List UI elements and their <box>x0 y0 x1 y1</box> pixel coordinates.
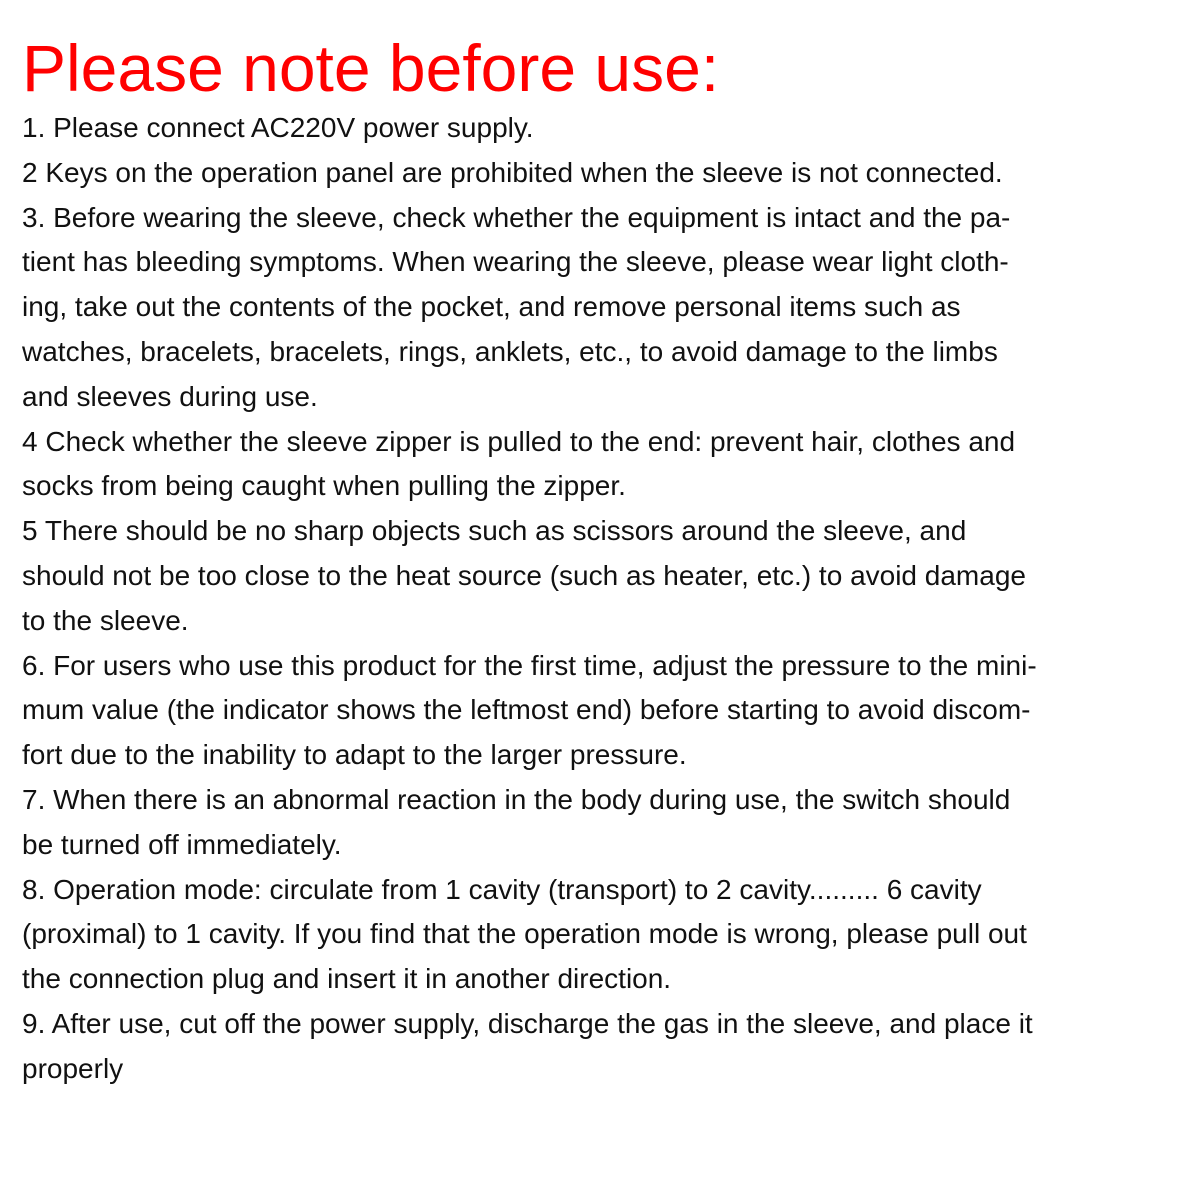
notice-line: (proximal) to 1 cavity. If you find that the operation mode is wrong, please pull out <box>22 918 1027 950</box>
notice-line: 9. After use, cut off the power supply, discharge the gas in the sleeve, and place it <box>22 1007 1033 1039</box>
notice-line: to the sleeve. <box>22 604 189 636</box>
notice-line: 4 Check whether the sleeve zipper is pulled to the end: prevent hair, clothes and <box>22 425 1016 457</box>
notice-line: 3. Before wearing the sleeve, check whether the equipment is intact and the pa- <box>22 201 1011 233</box>
notice-line: 8. Operation mode: circulate from 1 cavity (transport) to 2 cavity......... 6 cavity <box>22 873 982 905</box>
notice-line: watches, bracelets, bracelets, rings, anklets, etc., to avoid damage to the limbs <box>22 335 998 367</box>
notice-line: properly <box>22 1052 124 1084</box>
notice-line: should not be too close to the heat source (such as heater, etc.) to avoid damage <box>22 559 1026 591</box>
notice-line: mum value (the indicator shows the leftmost end) before starting to avoid discom- <box>22 694 1031 726</box>
notice-line: 6. For users who use this product for the first time, adjust the pressure to the mini- <box>22 649 1037 681</box>
notice-line: 7. When there is an abnormal reaction in the body during use, the switch should <box>22 783 1011 815</box>
notice-line: tient has bleeding symptoms. When wearing the sleeve, please wear light cloth- <box>22 246 1009 278</box>
notice-lines <box>22 106 1037 1092</box>
notice-line: ing, take out the contents of the pocket, and remove personal items such as <box>22 291 961 323</box>
notice-line: be turned off immediately. <box>22 828 342 860</box>
notice-line: 2 Keys on the operation panel are prohibited when the sleeve is not connected. <box>22 156 1003 188</box>
notice-line: socks from being caught when pulling the zipper. <box>22 470 626 502</box>
notice-line: the connection plug and insert it in another direction. <box>22 963 672 995</box>
notice-line: 1. Please connect AC220V power supply. <box>22 112 534 143</box>
notice-line: and sleeves during use. <box>22 380 318 412</box>
notice-line: fort due to the inability to adapt to the larger pressure. <box>22 739 687 771</box>
notice-title: Please note before use: <box>22 31 720 105</box>
notice-line: 5 There should be no sharp objects such as scissors around the sleeve, and <box>22 515 967 547</box>
